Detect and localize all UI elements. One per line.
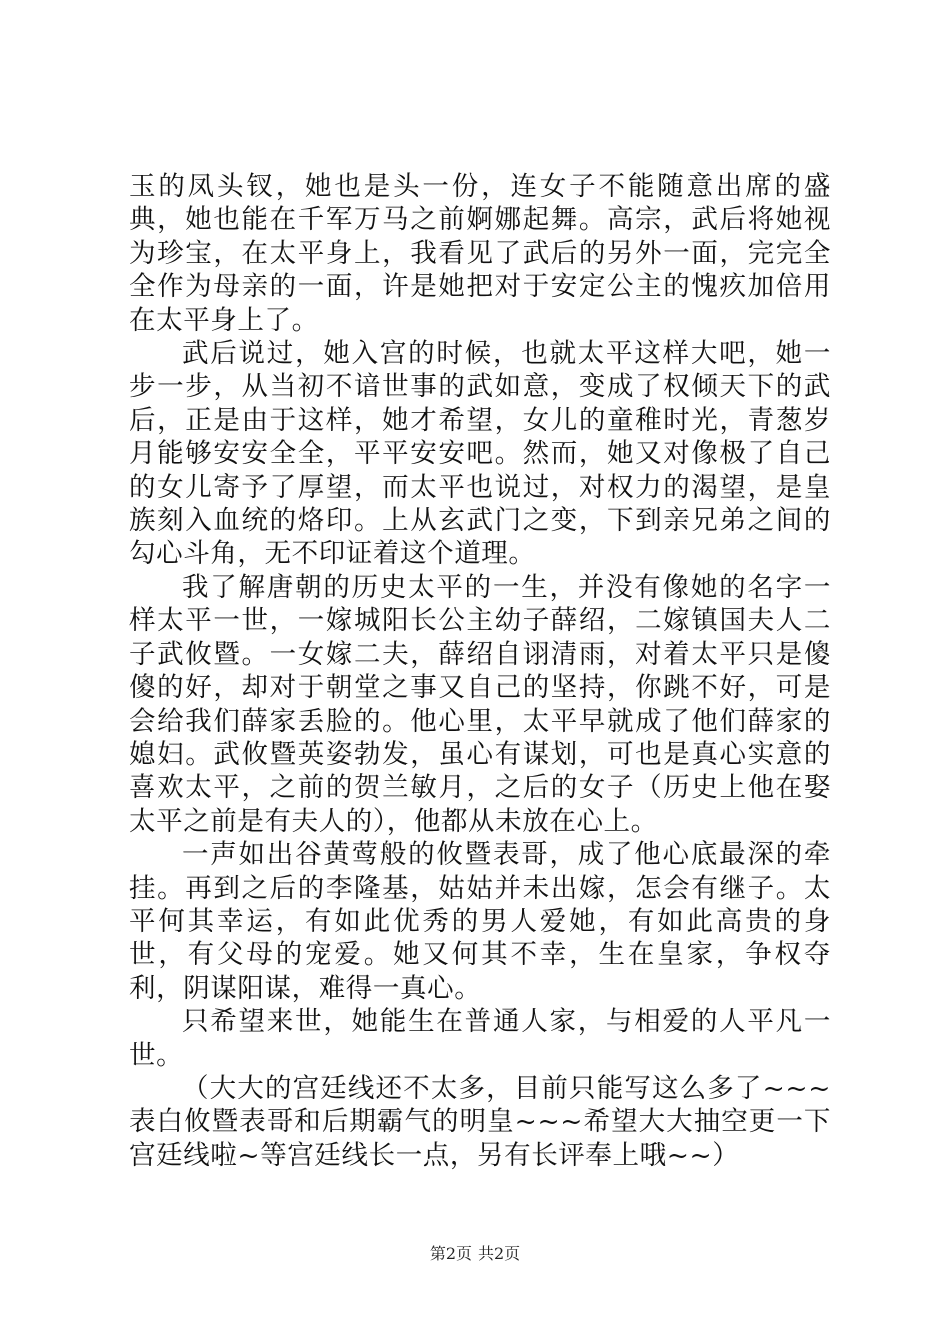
paragraph: 玉的凤头钗，她也是头一份，连女子不能随意出席的盛典，她也能在千军万马之前婀娜起舞。高宗，武后将她视为珍宝，在太平身上，我看见了武后的另外一面，完完全全作为母亲的一面，许是她把对于安定公主的愧疚加倍用在太平身上了。	[129, 171, 831, 336]
page-footer	[0, 1244, 950, 1264]
paragraph: 一声如出谷黄莺般的攸暨表哥，成了他心底最深的牵挂。再到之后的李隆基，姑姑并未出嫁，怎会有继子。太平何其幸运，有如此优秀的男人爱她，有如此高贵的身世，有父母的宠爱。她又何其不幸，生在皇家，争权夺利，阴谋阳谋，难得一真心。	[129, 839, 831, 1004]
paragraph: （大大的宫廷线还不太多，目前只能写这么多了~~~表白攸暨表哥和后期霸气的明皇~~~希望大大抽空更一下宫廷线啦~等宫廷线长一点，另有长评奉上哦~~）	[129, 1072, 831, 1171]
paragraph: 武后说过，她入宫的时候，也就太平这样大吧，她一步一步，从当初不谙世事的武如意，变成了权倾天下的武后，正是由于这样，她才希望，女儿的童稚时光，青葱岁月能够安安全全，平平安安吧。然而，她又对像极了自己的女儿寄予了厚望，而太平也说过，对权力的渴望，是皇族刻入血统的烙印。上从玄武门之变，下到亲兄弟之间的勾心斗角，无不印证着这个道理。	[129, 338, 831, 570]
paragraph: 只希望来世，她能生在普通人家，与相爱的人平凡一世。	[129, 1006, 831, 1071]
page-number: 第2页	[429, 1244, 472, 1263]
article-body	[129, 170, 831, 1172]
paragraph: 我了解唐朝的历史太平的一生，并没有像她的名字一样太平一世，一嫁城阳长公主幼子薛绍，二嫁镇国夫人二子武攸暨。一女嫁二夫，薛绍自诩清雨，对着太平只是傻傻的好，却对于朝堂之事又自己的坚持，你跳不好，可是会给我们薛家丢脸的。他心里，太平早就成了他们薛家的媳妇。武攸暨英姿勃发，虽心有谋划，可也是真心实意的喜欢太平，之前的贺兰敏月，之后的女子（历史上他在娶太平之前是有夫人的），他都从未放在心上。	[129, 571, 831, 837]
page-total: 共2页	[478, 1244, 521, 1263]
